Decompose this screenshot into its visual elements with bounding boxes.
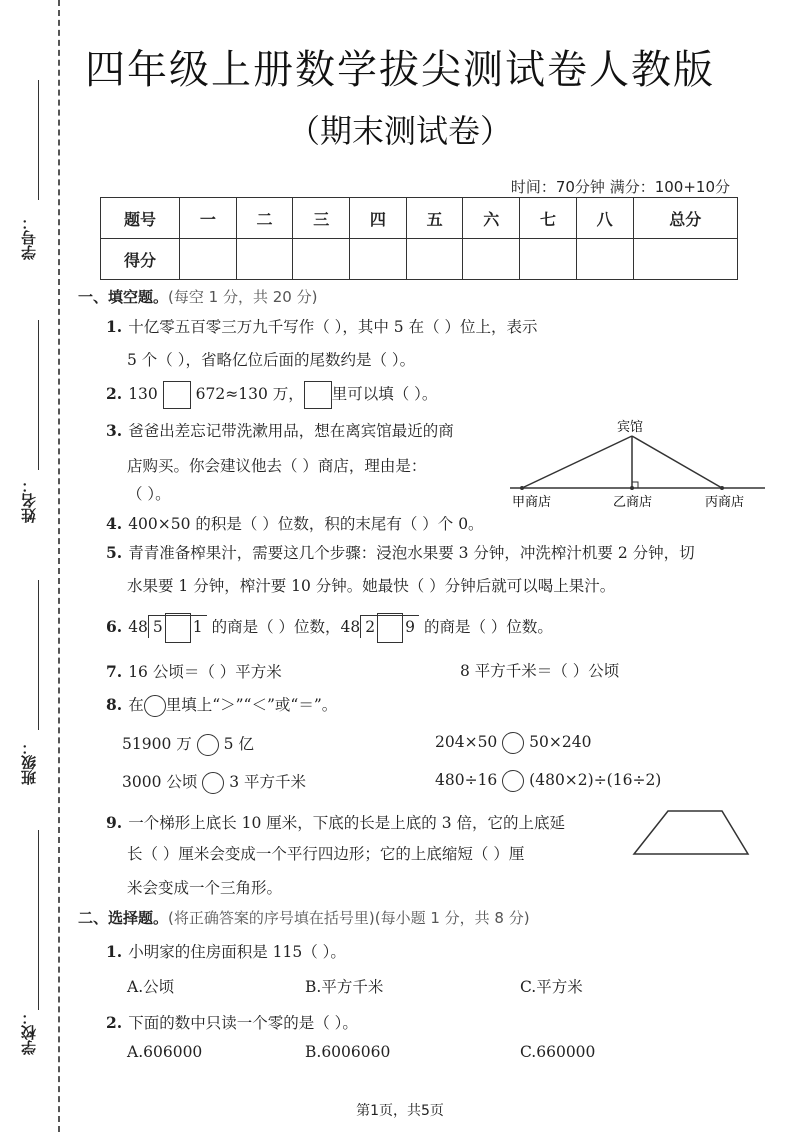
score-input-cell[interactable] xyxy=(406,239,463,280)
school-label: 学校： xyxy=(20,1010,38,1055)
option-a[interactable]: A.公顷 xyxy=(127,978,175,996)
section-1-heading xyxy=(78,286,317,307)
question-1-7-right: 8 平方千米＝（ ）公顷 xyxy=(460,662,620,680)
name-label: 姓名： xyxy=(20,478,38,523)
compare-a xyxy=(122,732,254,756)
fill-box[interactable] xyxy=(377,613,403,643)
binding-line xyxy=(58,0,60,1132)
question-number: 2. xyxy=(106,1013,123,1032)
score-input-cell[interactable] xyxy=(180,239,237,280)
score-input-cell[interactable] xyxy=(463,239,520,280)
question-number: 1. xyxy=(106,317,123,336)
question-1-6 xyxy=(106,612,553,643)
compare-right: (480×2)÷(16÷2) xyxy=(529,771,662,789)
fill-box[interactable] xyxy=(163,381,191,409)
dividend-digit: 9 xyxy=(405,618,416,636)
question-text: 672≈130 万， xyxy=(195,385,304,403)
question-1-5 xyxy=(106,538,695,568)
section-2-heading xyxy=(78,907,530,928)
score-input-cell[interactable] xyxy=(576,239,633,280)
question-text: 青青准备榨果汁，需要这几个步骤：浸泡水果要 3 分钟，冲洗榨汁机要 2 分钟，切 xyxy=(128,544,695,562)
question-1-1 xyxy=(106,312,538,342)
section-1-title: 一、填空题。 xyxy=(78,288,169,306)
question-number: 3. xyxy=(106,421,123,440)
option-c[interactable]: C.平方米 xyxy=(520,978,583,996)
page-subtitle: （期末测试卷） xyxy=(287,112,512,150)
long-division-1 xyxy=(148,615,207,638)
score-input-cell[interactable] xyxy=(350,239,407,280)
compare-left: 204×50 xyxy=(435,733,498,751)
score-header-cell: 七 xyxy=(520,198,577,239)
question-1-8 xyxy=(106,690,337,720)
question-1-2 xyxy=(106,379,437,409)
question-1-9-cont2: 米会变成一个三角形。 xyxy=(127,879,283,897)
compare-circle[interactable] xyxy=(197,734,219,756)
compare-b xyxy=(435,732,591,754)
question-2-2 xyxy=(106,1008,358,1038)
score-header-cell: 二 xyxy=(236,198,293,239)
name-line xyxy=(38,320,39,470)
question-text: 小明家的住房面积是 115（ ）。 xyxy=(128,943,346,961)
compare-d xyxy=(435,770,661,792)
question-text: 130 xyxy=(128,385,158,403)
question-number: 8. xyxy=(106,695,123,714)
fill-box[interactable] xyxy=(304,381,332,409)
compare-left: 3000 公顷 xyxy=(122,773,198,791)
question-number: 6. xyxy=(106,617,123,636)
option-a[interactable]: A.606000 xyxy=(127,1043,203,1061)
question-number: 7. xyxy=(106,662,123,681)
question-1-4 xyxy=(106,509,484,539)
compare-circle[interactable] xyxy=(202,772,224,794)
question-text: 的商是（ ）位数， xyxy=(211,618,341,636)
question-1-3 xyxy=(106,416,454,446)
question-number: 2. xyxy=(106,384,123,403)
question-text: 一个梯形上底长 10 厘米，下底的长是上底的 3 倍，它的上底延 xyxy=(128,814,565,832)
question-text: 400×50 的积是（ ）位数，积的末尾有（ ）个 0。 xyxy=(128,515,484,533)
score-header-cell: 八 xyxy=(576,198,633,239)
question-1-3-cont2: （ ）。 xyxy=(127,485,171,503)
question-text: 爸爸出差忘记带洗漱用品，想在离宾馆最近的商 xyxy=(128,422,454,440)
compare-circle[interactable] xyxy=(502,732,524,754)
student-id-label: 学号： xyxy=(20,215,38,260)
score-header-cell: 六 xyxy=(463,198,520,239)
question-text: 16 公顷＝（ ）平方米 xyxy=(128,663,282,681)
score-row-label: 得分 xyxy=(101,239,180,280)
divisor: 48 xyxy=(128,618,148,636)
section-2-title: 二、选择题。 xyxy=(78,909,169,927)
compare-right: 50×240 xyxy=(529,733,592,751)
compare-c xyxy=(122,770,306,794)
score-table xyxy=(100,197,738,280)
score-header-cell: 五 xyxy=(406,198,463,239)
score-header-cell: 一 xyxy=(180,198,237,239)
option-b[interactable]: B.平方千米 xyxy=(305,978,384,996)
divisor: 48 xyxy=(340,618,361,636)
page-footer: 第1页，共5页 xyxy=(356,1103,444,1119)
question-number: 1. xyxy=(106,942,123,961)
question-1-3-cont: 店购买。你会建议他去（ ）商店，理由是： xyxy=(127,457,427,475)
score-header-cell: 题号 xyxy=(101,198,180,239)
question-text: 在 xyxy=(128,696,144,714)
option-c[interactable]: C.660000 xyxy=(520,1043,596,1061)
dividend-digit: 1 xyxy=(192,618,203,636)
question-1-9-cont: 长（ ）厘米会变成一个平行四边形；它的上底缩短（ ）厘 xyxy=(127,845,525,863)
score-header-cell: 三 xyxy=(293,198,350,239)
compare-right: 5 亿 xyxy=(223,735,254,753)
score-input-cell[interactable] xyxy=(293,239,350,280)
section-1-note: (每空 1 分，共 20 分) xyxy=(168,288,318,306)
school-line xyxy=(38,830,39,1010)
dividend-digit: 2 xyxy=(365,618,376,636)
score-header-cell: 四 xyxy=(350,198,407,239)
question-text: 里填上“＞”“＜”或“＝”。 xyxy=(165,696,338,714)
question-number: 9. xyxy=(106,813,123,832)
question-1-9 xyxy=(106,808,565,838)
trapezoid-figure xyxy=(630,808,752,858)
question-text: 的商是（ ）位数。 xyxy=(423,618,553,636)
compare-left: 480÷16 xyxy=(435,771,498,789)
question-number: 4. xyxy=(106,514,123,533)
score-input-cell[interactable] xyxy=(633,239,738,280)
question-number: 5. xyxy=(106,543,123,562)
score-input-cell[interactable] xyxy=(520,239,577,280)
section-2-note: (将正确答案的序号填在括号里)(每小题 1 分，共 8 分) xyxy=(168,909,530,927)
question-text: 十亿零五百零三万九千写作（ ），其中 5 在（ ）位上，表示 xyxy=(128,318,538,336)
compare-circle xyxy=(144,695,166,717)
dividend-digit: 5 xyxy=(152,618,163,636)
long-division-2 xyxy=(360,615,419,638)
question-text: 下面的数中只读一个零的是（ ）。 xyxy=(128,1014,358,1032)
class-line xyxy=(38,580,39,730)
label-hotel: 宾馆 xyxy=(617,420,644,435)
question-1-5-cont: 水果要 1 分钟，榨汁要 10 分钟。她最快（ ）分钟后就可以喝上果汁。 xyxy=(127,577,616,595)
compare-left: 51900 万 xyxy=(122,735,192,753)
compare-right: 3 平方千米 xyxy=(229,773,307,791)
question-1-7 xyxy=(106,657,282,687)
score-input-cell[interactable] xyxy=(236,239,293,280)
hotel-shop-diagram xyxy=(500,418,770,518)
question-1-1-cont: 5 个（ ），省略亿位后面的尾数约是（ ）。 xyxy=(127,351,416,369)
question-text: 里可以填（ ）。 xyxy=(331,385,438,403)
label-shop-b: 乙商店 xyxy=(613,495,653,510)
compare-circle[interactable] xyxy=(502,770,524,792)
page-title: 四年级上册数学拔尖测试卷人教版 xyxy=(85,47,715,93)
time-info: 时间：70分钟 满分：100+10分 xyxy=(510,178,730,196)
label-shop-a: 甲商店 xyxy=(512,495,552,510)
question-2-1 xyxy=(106,937,346,967)
class-label: 班级： xyxy=(20,740,38,785)
label-shop-c: 丙商店 xyxy=(705,495,745,510)
score-header-cell: 总分 xyxy=(633,198,738,239)
fill-box[interactable] xyxy=(165,613,191,643)
option-b[interactable]: B.6006060 xyxy=(305,1043,391,1061)
